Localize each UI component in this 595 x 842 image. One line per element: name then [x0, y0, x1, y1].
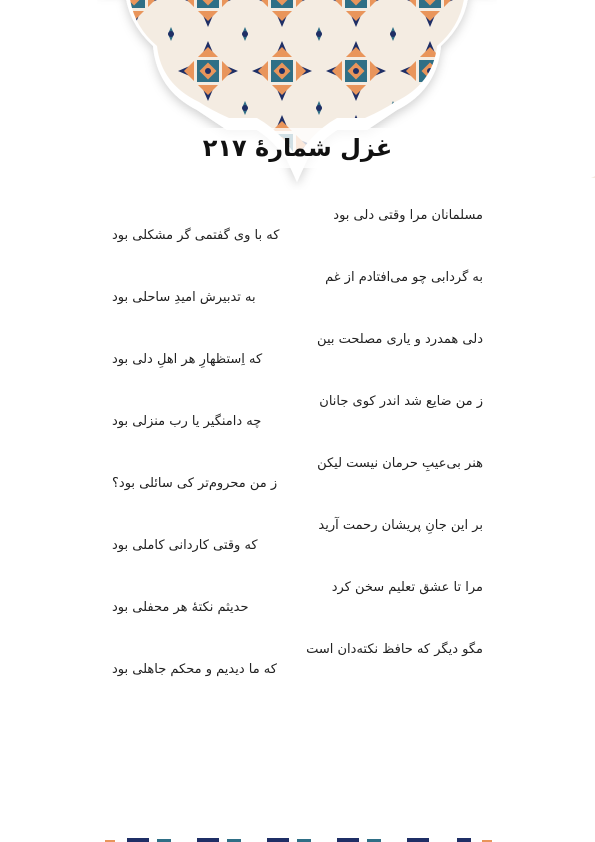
- couplet: [112, 454, 483, 516]
- couplet: [112, 206, 483, 268]
- couplet: [112, 640, 483, 702]
- second-hemistich: که ما دیدیم و محکم جاهلی بود: [112, 662, 277, 677]
- second-hemistich: که اِستظهارِ هر اهلِ دلی بود: [112, 352, 263, 367]
- first-hemistich: مرا تا عشق تعلیم سخن کرد: [331, 580, 483, 595]
- second-hemistich: که با وی گفتمی گر مشکلی بود: [112, 228, 280, 243]
- first-hemistich: بر این جانِ پریشان رحمت آرید: [318, 518, 483, 533]
- couplet: [112, 516, 483, 578]
- poem-title: غزل شمارهٔ ۲۱۷: [202, 134, 393, 162]
- couplet: [112, 392, 483, 454]
- first-hemistich: مگو دیگر که حافظ نکته‌دان است: [306, 642, 483, 657]
- couplet: [112, 268, 483, 330]
- first-hemistich: مسلمانان مرا وقتی دلی بود: [333, 208, 483, 223]
- footer-tile-strip-icon: [97, 836, 502, 842]
- first-hemistich: دلی همدرد و یاری مصلحت بین: [317, 332, 483, 347]
- poem-body: [112, 206, 483, 702]
- first-hemistich: به گردابی چو می‌افتادم از غم: [325, 270, 483, 285]
- second-hemistich: به تدبیرش امیدِ ساحلی بود: [112, 290, 256, 305]
- second-hemistich: حدیثم نکتهٔ هر محفلی بود: [112, 600, 249, 615]
- edge-ornament-icon: [591, 168, 595, 178]
- first-hemistich: ز من ضایع شد اندر کوی جانان: [319, 394, 483, 409]
- couplet: [112, 330, 483, 392]
- second-hemistich: ز من محروم‌تر کی سائلی بود؟: [112, 476, 278, 491]
- second-hemistich: که وقتی کاردانی کاملی بود: [112, 538, 258, 553]
- second-hemistich: چه دامنگیر یا رب منزلی بود: [112, 414, 262, 429]
- first-hemistich: هنر بی‌عیبِ حرمان نیست لیکن: [317, 456, 483, 471]
- couplet: [112, 578, 483, 640]
